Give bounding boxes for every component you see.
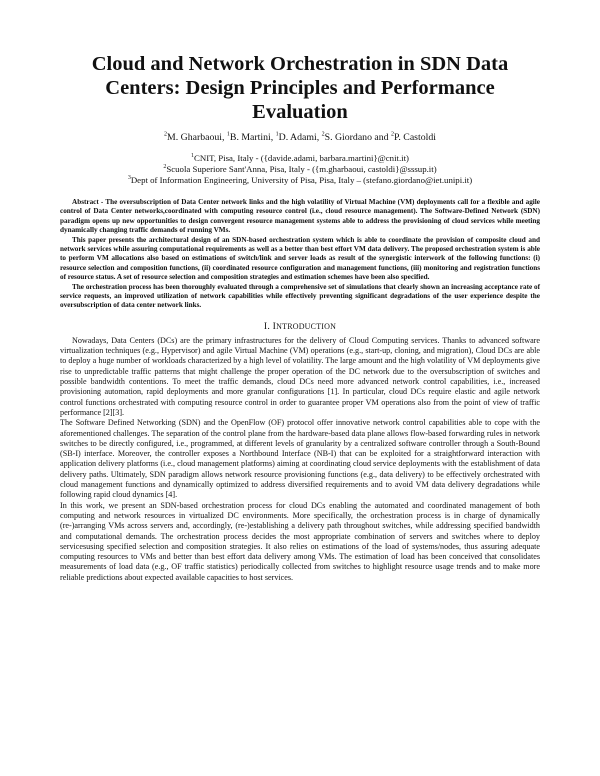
author: $^2$M. Gharbaoui, — [164, 131, 227, 143]
paper-page — [60, 52, 540, 583]
body-paragraph: In this work, we present an SDN-based orchestration process for cloud DCs enabling the automated and coordinated management of both computing and network resources in virtualized DC environments. More specifically, the orchestration process is in charge of dynamically (re-)arranging VMs across servers and, accordingly, (re-)establishing a delivery path throughout switches, while addressing specified bandwidth and computational demands. The orchestration process decides the most appropriate combination of servers and switches where to deploy servicesusing specified selection and composition strategies. It also relies on estimations of the load of systems/nodes, thus assuring adequate computing resources to VMs and better than best effort data delivery among VMs. The estimation of load has been conceived that consolidates measurements of load data (e.g., OF traffic statistics) periodically collected from switches to highlight resource usage trends and to make more reliable predictions about expected available capacities to host services. — [60, 500, 540, 582]
author: $^2$S. Giordano and — [321, 131, 392, 143]
abstract-paragraph: This paper presents the architectural design of an SDN-based orchestration system which is able to coordinate the provision of composite cloud and network services while assuring computational requirements as well as a better than best effort VM data delivery. The proposed orchestration system is able to perform VM allocations also based on estimations of switch/link and server loads as result of the synergistic interwork of the following functions: (i) resource selection and composition functions, (ii) coordinated resource configuration and management functions, (iii) monitoring and registration functions of resource status. A set of resource selection and composition strategies and estimation schemes have been also specified. — [60, 235, 540, 282]
affiliation: $^1$CNIT, Pisa, Italy - ({davide.adami, barbara.martini}@cnit.it) — [191, 153, 409, 163]
author: $^1$D. Adami, — [275, 131, 322, 143]
affiliation: $^3$Dept of Information Engineering, University of Pisa, Pisa, Italy – (stefano.giordano@iet.unipi.it) — [127, 175, 473, 185]
abstract — [60, 198, 540, 311]
affiliation-list — [60, 153, 540, 186]
abstract-paragraph: The orchestration process has been thoroughly evaluated through a comprehensive set of simulations that clearly shown an increasing acceptance rate of service requests, an improved utilization of network capabilities while effectively preventing significant degradations of the user experience despite the oversubscription of data center network links. — [60, 282, 540, 310]
affiliation: $^2$Scuola Superiore Sant'Anna, Pisa, Italy - ({m.gharbaoui, castoldi}@sssup.it) — [163, 164, 437, 174]
body-text — [60, 336, 540, 583]
body-paragraph: Nowadays, Data Centers (DCs) are the primary infrastructures for the delivery of Cloud Computing services. Thanks to advanced software virtualization techniques (e.g., Hypervisor) and agile Virtual Machine (VM) operations (e.g., start-up, cloning, and migration), Cloud DCs are able to deploy a huge number of workloads characterized by a high level of volatility. The large amount and the high volatility of VM deployments give rise to unpredictable traffic patterns that might challenge the proper operation of the DC network due to the oversubscription of switches and possible bandwidth contentions. To meet the traffic demands, cloud DCs need more advanced network control capabilities, i.e., increased provisioning automation, rapid deployments and more granular configurations [1]. In particular, cloud DCs require elastic and agile network control functions orchestrated with computing resource control in order to guarantee proper VM operations also from the point of view of traffic performance [2][3]. — [60, 335, 540, 417]
paper-title: Cloud and Network Orchestration in SDN Data Centers: Design Principles and Performance Evaluation — [91, 53, 509, 123]
body-paragraph: The Software Defined Networking (SDN) and the OpenFlow (OF) protocol offer innovative network control capabilities able to cope with the aforementioned challenges. The separation of the control plane from the hardware-based data plane allows flow-based forwarding rules in network switches to be directly configured, i.e., programmed, at different levels of granularity by a centralized software controller through a South-Bound (SB-I) interface. Moreover, the controller exposes a Northbound Interface (NB-I) that can be exploited for a straightforward interaction with application delivery platforms (i.e., cloud management platforms) aiming at coordinating cloud service deployments with the establishment of data delivery paths. Ultimately, SDN paradigm allows network resource provisioning functions (e.g., data delivery) to be effectively orchestrated with cloud management functions and dynamically optimized to address diversified requirements and to avoid VM data delivery degradations while following rapid cloud dynamics [4]. — [60, 418, 540, 500]
author: $^2$P. Castoldi — [391, 131, 436, 143]
author-list — [60, 132, 540, 143]
author: $^1$B. Martini, — [226, 131, 276, 143]
section-heading: I. INTRODUCTION — [263, 320, 337, 332]
abstract-paragraph: Abstract - The oversubscription of Data Center network links and the high volatility of Virtual Machine (VM) deployments call for a flexible and agile control of Data Center networks,coordinated with computing resource control (i.e., cloud resource management). The Software-Defined Network (SDN) paradigm opens up new opportunities to design convergent resource management systems able to address the provisioning of cloud services while meeting dynamically changing traffic demands of running VMs. — [60, 198, 540, 235]
